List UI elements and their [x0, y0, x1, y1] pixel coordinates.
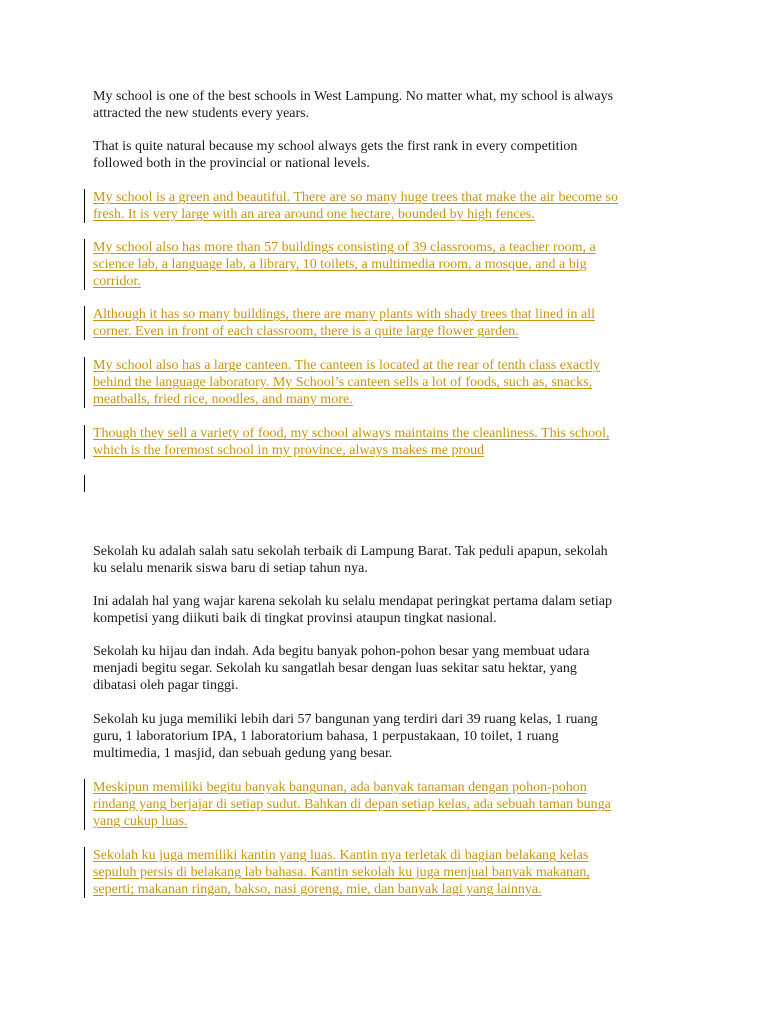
text-line: corridor.	[93, 274, 141, 289]
tracked-change-paragraph	[93, 425, 683, 459]
text-line: behind the language laboratory. My School’s canteen sells a lot of foods, such as, snacks,	[93, 375, 593, 390]
text-line: science lab, a language lab, a library, 10 toilets, a multimedia room, a mosque, and a big	[93, 257, 587, 272]
text-line: multimedia, 1 masjid, dan sebuah gedung yang besar.	[93, 746, 393, 761]
text-line: meatballs, fried rice, noodles, and many more.	[93, 392, 353, 407]
text-line: My school also has a large canteen. The canteen is located at the rear of tenth class exactly	[93, 358, 601, 373]
text-line: Meskipun memiliki begitu banyak bangunan, ada banyak tanaman dengan pohon-pohon	[93, 780, 587, 795]
text-line: Although it has so many buildings, there are many plants with shady trees that lined in all	[93, 307, 595, 322]
text-line: seperti; makanan ringan, bakso, nasi goreng, mie, dan banyak lagi yang lainnya.	[93, 882, 542, 897]
text-line: Ini adalah hal yang wajar karena sekolah ku selalu mendapat peringkat pertama dalam setiap	[93, 594, 612, 609]
text-line: fresh. It is very large with an area around one hectare, bounded by high fences.	[93, 207, 535, 222]
change-bar	[84, 475, 85, 492]
text-line: kompetisi yang diikuti baik di tingkat provinsi ataupun tingkat nasional.	[93, 611, 497, 626]
text-line: followed both in the provincial or national levels.	[93, 156, 370, 171]
paragraph	[93, 643, 683, 694]
text-line: Sekolah ku hijau dan indah. Ada begitu banyak pohon-pohon besar yang membuat udara	[93, 644, 590, 659]
change-bar	[84, 425, 85, 459]
tracked-change-paragraph	[93, 847, 683, 898]
text-line: Sekolah ku juga memiliki kantin yang luas. Kantin nya terletak di bagian belakang kelas	[93, 848, 589, 863]
change-bar	[84, 239, 85, 290]
change-bar	[84, 357, 85, 408]
text-line: ku selalu menarik siswa baru di setiap tahun nya.	[93, 561, 368, 576]
text-line: That is quite natural because my school always gets the first rank in every competition	[93, 139, 578, 154]
paragraph	[93, 593, 683, 627]
text-line: yang cukup luas.	[93, 814, 188, 829]
tracked-change-paragraph	[93, 306, 683, 340]
text-line: corner. Even in front of each classroom, there is a quite large flower garden.	[93, 324, 519, 339]
text-line: Sekolah ku adalah salah satu sekolah terbaik di Lampung Barat. Tak peduli apapun, sekolah	[93, 544, 608, 559]
text-line: Though they sell a variety of food, my school always maintains the cleanliness. This school,	[93, 426, 610, 441]
change-bar	[84, 779, 85, 830]
paragraph	[93, 88, 683, 122]
paragraph	[93, 711, 683, 762]
text-line: rindang yang berjajar di setiap sudut. Bahkan di depan setiap kelas, ada sebuah taman bunga	[93, 797, 611, 812]
text-line: My school is a green and beautiful. There are so many huge trees that make the air become so	[93, 190, 618, 205]
change-bar	[84, 306, 85, 340]
text-line: My school also has more than 57 buildings consisting of 39 classrooms, a teacher room, a	[93, 240, 596, 255]
text-line: dibatasi oleh pagar tinggi.	[93, 678, 239, 693]
text-line: sepuluh persis di belakang lab bahasa. Kantin sekolah ku juga menjual banyak makanan,	[93, 865, 590, 880]
change-bar	[84, 189, 85, 223]
tracked-change-paragraph	[93, 239, 683, 290]
text-line: which is the foremost school in my province, always makes me proud	[93, 443, 485, 458]
paragraph	[93, 138, 683, 172]
tracked-change-paragraph	[93, 357, 683, 408]
text-line: attracted the new students every years.	[93, 106, 310, 121]
text-line: My school is one of the best schools in West Lampung. No matter what, my school is always	[93, 89, 614, 104]
paragraph	[93, 543, 683, 577]
tracked-change-paragraph	[93, 189, 683, 223]
text-line: guru, 1 laboratorium IPA, 1 laboratorium bahasa, 1 perpustakaan, 10 toilet, 1 ruang	[93, 729, 559, 744]
text-line: Sekolah ku juga memiliki lebih dari 57 bangunan yang terdiri dari 39 ruang kelas, 1 ruang	[93, 712, 598, 727]
change-bar	[84, 847, 85, 898]
tracked-change-paragraph	[93, 779, 683, 830]
text-line: menjadi begitu segar. Sekolah ku sangatlah besar dengan luas sekitar satu hektar, yang	[93, 661, 577, 676]
